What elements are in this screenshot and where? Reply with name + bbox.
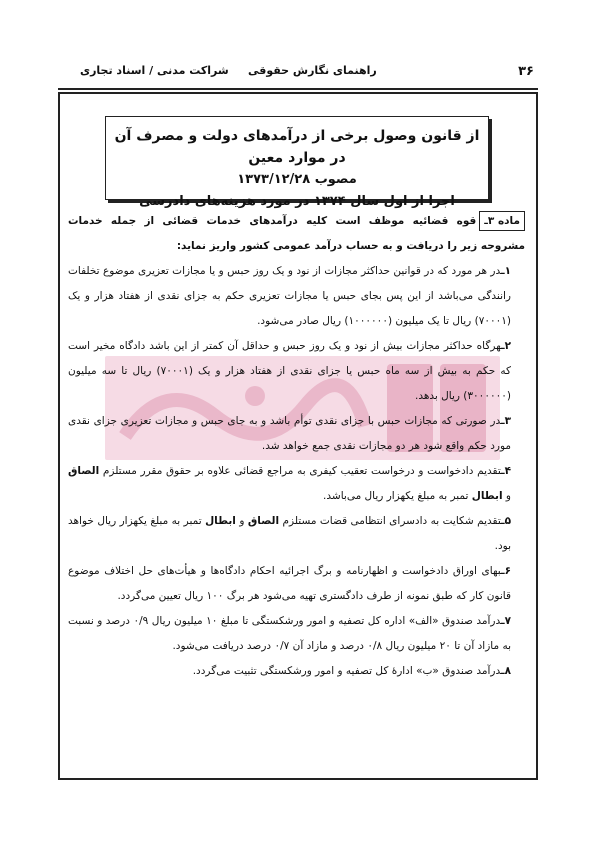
clause-2: ۲ـهرگاه حداکثر مجازات بیش از نود و یک روز حبس و حداقل آن کمتر از این باشد دادگاه مخیر است که حکم به بیش از سه ماه حبس یا جزای نقدی از هفتاد هزار و یک (۷۰۰۰۱) ریال تا سه میلیون (۳۰۰۰۰۰۰) ریال بدهد. — [68, 340, 511, 402]
article-intro-paragraph — [68, 209, 525, 259]
clause-3: ۳ـدر صورتی که مجازات حبس با جزای نقدی توأم باشد و به جای حبس و مجازات تعزیری جزای نقدی مورد حکم واقع شود هر دو مجازات نقدی جمع خواهد شد. — [68, 415, 511, 452]
law-approval-date: مصوب ۱۳۷۳/۱۲/۲۸ — [237, 172, 357, 187]
article-intro: قوه قضائیه موظف است کلیه درآمدهای خدمات قضائی از جمله خدمات مشروحه زیر را دریافت و به حساب درآمد عمومی کشور واریز نماید: — [68, 215, 525, 252]
clause-8: ۸ـدرآمد صندوق «ب» ادارهٔ کل تصفیه و امور ورشکستگی تثبیت می‌گردد. — [192, 665, 511, 677]
law-enforcement-note: اجرا از اول سال ۱۳۷۴ در مورد هزینه‌های دادرسی — [139, 194, 455, 209]
article-body — [68, 209, 525, 684]
running-header — [58, 60, 536, 86]
clause-1: ۱ـدر هر مورد که در قوانین حداکثر مجازات از نود و یک روز حبس و یا مجازات تعزیری موضوع تخلفات رانندگی می‌باشد از این پس بجای حبس یا مجازات تعزیری حکم به جزای نقدی از هفتاد هزار و یک (۷۰۰۰۱) ریال تا یک میلیون (۱۰۰۰۰۰۰) ریال صادر می‌شود. — [68, 265, 511, 327]
law-title-box — [105, 116, 489, 209]
header-divider — [58, 88, 538, 90]
clause-5: ۵ـتقدیم شکایت به دادسرای انتظامی قضات مستلزم الصاق و ابطال تمبر به مبلغ یکهزار ریال خواهد بود. — [68, 515, 511, 552]
clause-6: ۶ـبهای اوراق دادخواست و اظهارنامه و برگ اجرائیه احکام دادگاه‌ها و هیأت‌های حل اختلاف موضوع قانون کار که طبق نمونه از طرف دادگستری تهیه می‌شود هر برگ ۱۰۰ ریال تعیین می‌گردد. — [68, 565, 511, 602]
chapter-title: شراکت مدنی / اسناد تجاری — [80, 64, 229, 77]
page-number: ۳۶ — [518, 64, 534, 79]
article-label: ماده ۳ـ — [479, 211, 525, 231]
law-title: از قانون وصول برخی از درآمدهای دولت و مصرف آن در موارد معین — [114, 128, 480, 166]
book-title: راهنمای نگارش حقوقی — [248, 64, 377, 77]
clause-4: ۴ـتقدیم دادخواست و درخواست تعقیب کیفری به مراجع قضائی علاوه بر حقوق مقرر مستلزم الصاق و ابطال تمبر به مبلغ یکهزار ریال می‌باشد. — [68, 465, 511, 502]
clause-7: ۷ـدرآمد صندوق «الف» اداره کل تصفیه و امور ورشکستگی تا مبلغ ۱۰ میلیون ریال ۰/۹ درصد و نسبت به مازاد آن تا ۲۰ میلیون ریال ۰/۸ درصد و مازاد آن ۰/۷ درصد دریافت می‌شود. — [68, 615, 511, 652]
